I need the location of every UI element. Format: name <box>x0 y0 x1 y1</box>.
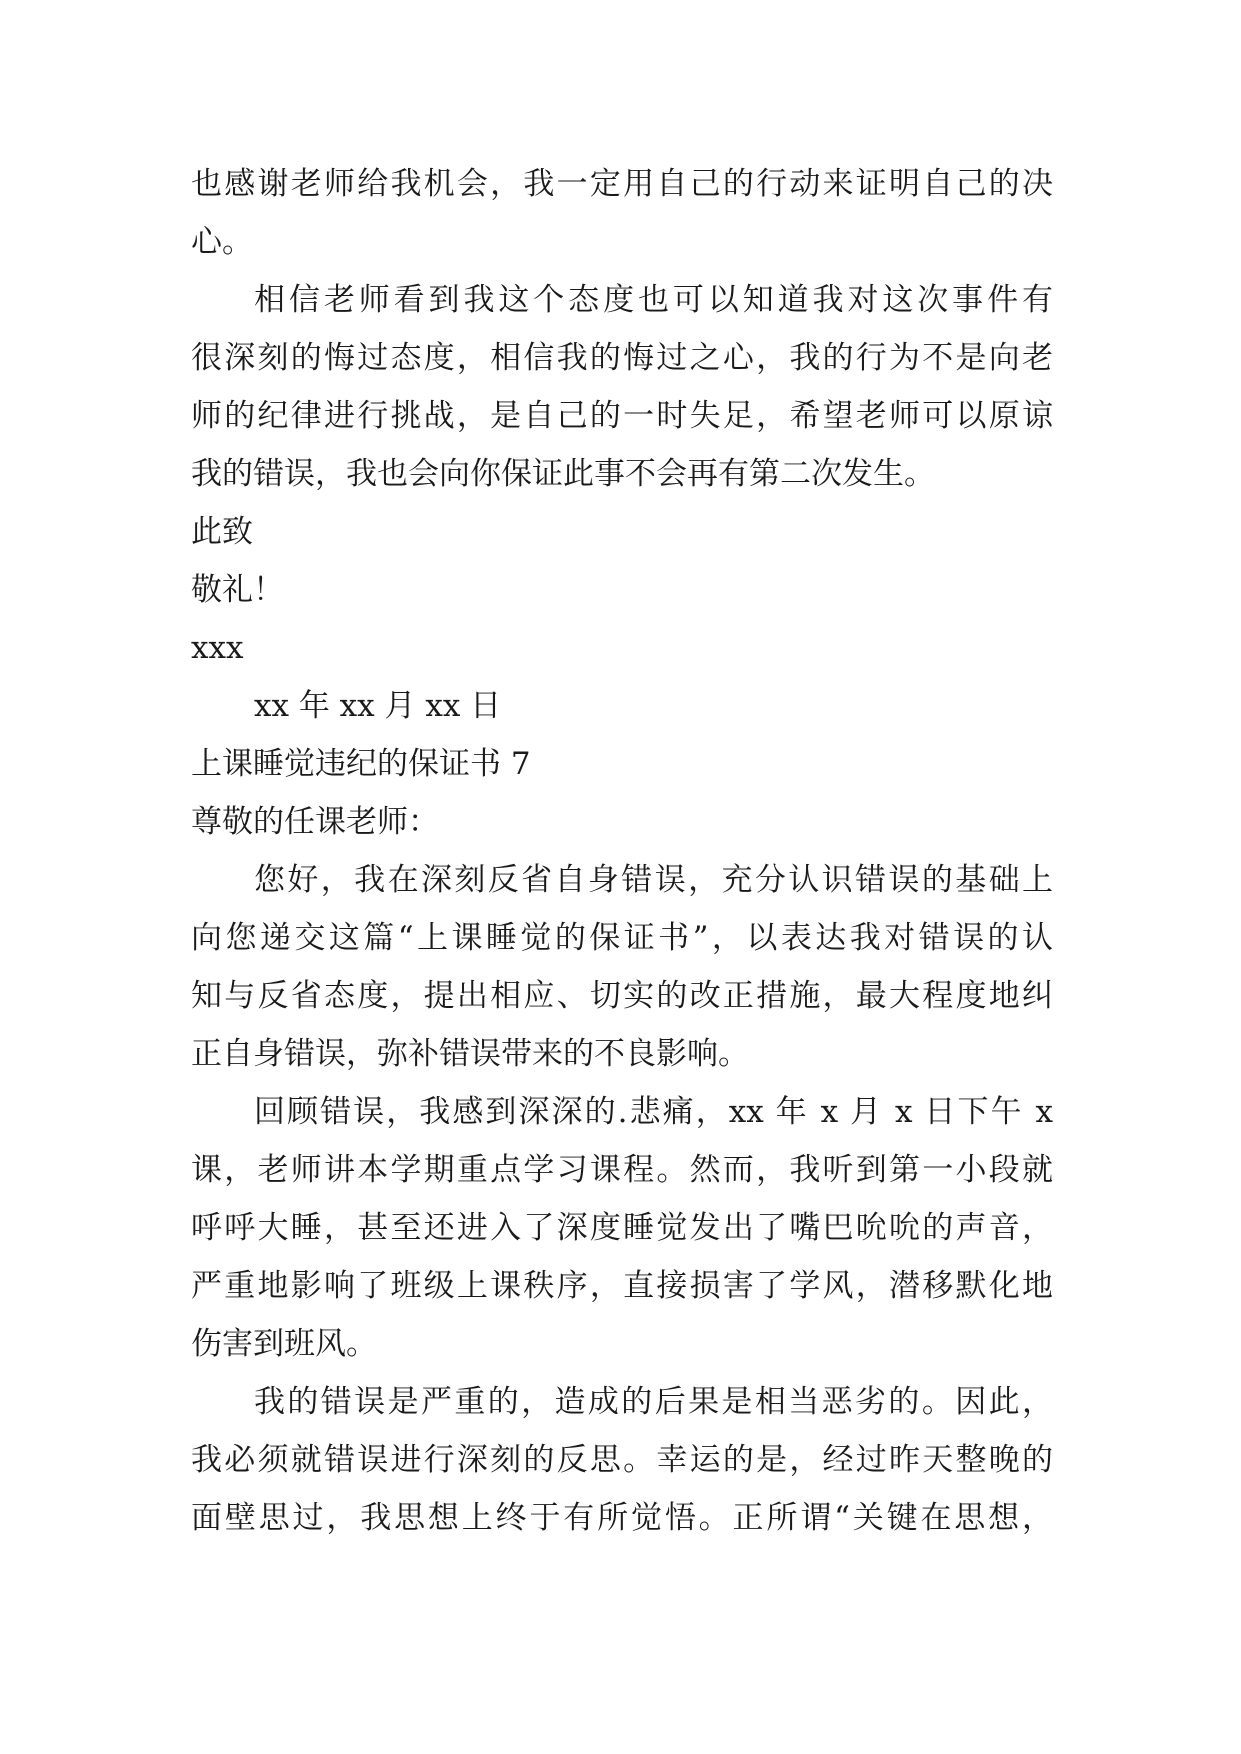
text-line: 我的错误，我也会向你保证此事不会再有第二次发生。 <box>191 456 935 492</box>
text-line: 呼呼大睡，甚至还进入了深度睡觉发出了嘴巴吮吮的声音， <box>191 1210 1053 1246</box>
closing-salutation: 此致 <box>191 514 253 550</box>
text-line: 伤害到班风。 <box>191 1326 377 1362</box>
letter-greeting: 尊敬的任课老师： <box>191 804 439 840</box>
paragraph-first-line: 回顾错误，我感到深深的.悲痛，xx 年 x 月 x 日下午 x <box>254 1094 1053 1130</box>
signature-date: xx 年 xx 月 xx 日 <box>254 688 502 724</box>
text-line: 也感谢老师给我机会，我一定用自己的行动来证明自己的决 <box>191 166 1053 202</box>
text-line: 师的纪律进行挑战，是自己的一时失足，希望老师可以原谅 <box>191 398 1053 434</box>
text-line: 面壁思过，我思想上终于有所觉悟。正所谓“关键在思想， <box>191 1500 1053 1536</box>
text-line: 正自身错误，弥补错误带来的不良影响。 <box>191 1036 749 1072</box>
paragraph-first-line: 您好，我在深刻反省自身错误，充分认识错误的基础上 <box>254 862 1053 898</box>
text-line: 课，老师讲本学期重点学习课程。然而，我听到第一小段就 <box>191 1152 1053 1188</box>
closing-regards: 敬礼！ <box>191 572 284 608</box>
text-line: 知与反省态度，提出相应、切实的改正措施，最大程度地纠 <box>191 978 1053 1014</box>
text-line: 心。 <box>191 224 253 260</box>
text-line: 很深刻的悔过态度，相信我的悔过之心，我的行为不是向老 <box>191 340 1053 376</box>
paragraph-first-line: 相信老师看到我这个态度也可以知道我对这次事件有 <box>254 282 1053 318</box>
text-line: 严重地影响了班级上课秩序，直接损害了学风，潜移默化地 <box>191 1268 1053 1304</box>
section-title: 上课睡觉违纪的保证书 7 <box>191 746 531 782</box>
signature-name: xxx <box>191 630 244 666</box>
text-line: 我必须就错误进行深刻的反思。幸运的是，经过昨天整晚的 <box>191 1442 1053 1478</box>
paragraph-first-line: 我的错误是严重的，造成的后果是相当恶劣的。因此， <box>254 1384 1053 1420</box>
text-line: 向您递交这篇“上课睡觉的保证书”，以表达我对错误的认 <box>191 920 1053 956</box>
